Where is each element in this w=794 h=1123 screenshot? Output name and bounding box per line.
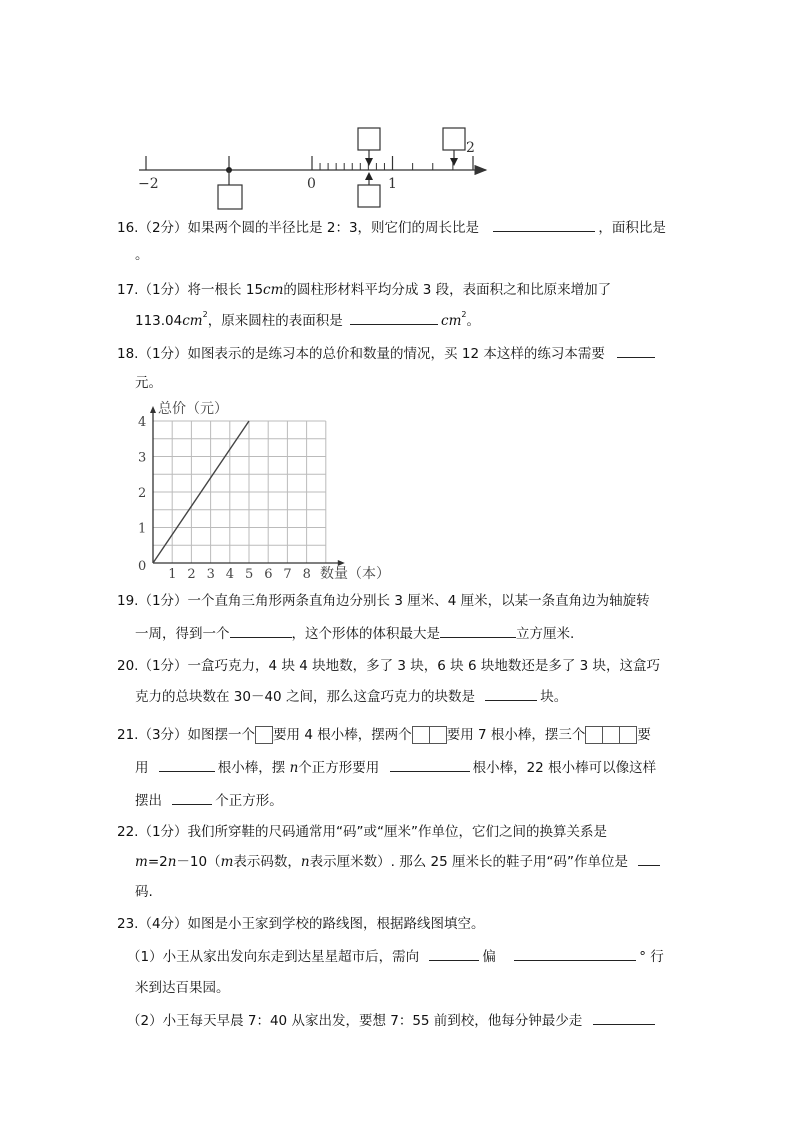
question-21-line2 [135, 757, 656, 778]
q21-blank-2[interactable] [390, 757, 470, 772]
q17-value: 113.04 [135, 313, 183, 329]
q22-unit: 码. [135, 884, 153, 900]
one-square-icon [255, 726, 273, 744]
q21-text-h: 根小棒，22 根小棒可以像这样 [472, 760, 657, 776]
question-20 [117, 656, 660, 676]
q23-text: 23.（4分）如图是小王家到学校的路线图，根据路线图填空。 [117, 916, 485, 932]
label-2: 2 [466, 140, 475, 156]
question-21 [117, 725, 651, 745]
q21-text-g: 个正方形要用 [298, 760, 380, 776]
chart-ylabel: 总价（元） [158, 401, 228, 417]
q22-text-a: =2 [147, 854, 168, 870]
question-22-line3 [135, 882, 153, 902]
q16-text: 16.（2分）如果两个圆的半径比是 2：3，则它们的周长比是 [117, 220, 480, 236]
x-tick-label: 1 [168, 567, 177, 582]
q21-blank-1[interactable] [159, 757, 215, 772]
y-axis-arrow [150, 406, 156, 413]
x-tick-label: 6 [264, 567, 273, 582]
y-tick-label: 3 [138, 450, 147, 466]
two-squares-icon [412, 726, 447, 744]
q18-text: 18.（1分）如图表示的是练习本的总价和数量的情况，买 12 本这样的练习本需要 [117, 346, 605, 362]
q20-text-b: 块。 [540, 689, 568, 705]
label-1: 1 [388, 176, 397, 192]
q23-p1-b: 偏 [482, 949, 496, 965]
question-20-line2 [135, 686, 567, 707]
chart-xlabel: 数量（本） [320, 566, 390, 582]
q22-var-n: n [167, 854, 177, 870]
q20-blank[interactable] [485, 686, 537, 701]
q21-text-i: 摆出 [135, 793, 162, 809]
q21-blank-3[interactable] [172, 790, 212, 805]
x-tick-label: 4 [225, 567, 235, 582]
x-tick-label: 7 [283, 567, 292, 582]
question-22 [117, 822, 607, 842]
question-19-line2 [135, 623, 574, 644]
q19-text-b: ，这个形体的体积最大是 [291, 626, 440, 642]
q17-unit: cm [263, 282, 284, 298]
question-23 [117, 914, 485, 934]
question-19 [117, 591, 650, 611]
question-23-part2 [127, 1010, 658, 1031]
y-tick-label: 4 [138, 415, 147, 430]
q23-p1-a: （1）小王从家出发向东走到达星星超市后，需向 [127, 949, 420, 965]
question-23-part1 [127, 946, 664, 967]
q16-text-end: ，面积比是 [598, 220, 666, 236]
q21-text-f: 根小棒，摆 [217, 760, 286, 776]
q17-text: 17.（1分）将一根长 15 [117, 282, 264, 298]
x-tick-label: 2 [187, 567, 196, 582]
q21-text-b: 要用 4 根小棒，摆两个 [273, 727, 412, 743]
q17-unit-3: cm [441, 313, 462, 329]
q19-blank-2[interactable] [440, 623, 516, 638]
q23-p2-a: （2）小王每天早晨 7：40 从家出发，要想 7：55 前到校，他每分钟最少走 [127, 1013, 583, 1029]
q23-blank-angle[interactable] [514, 946, 636, 961]
q20-text-a: 克力的总块数在 30－40 之间，那么这盒巧克力的块数是 [135, 689, 475, 705]
q17-sup-2: 2 [461, 310, 467, 319]
q23-blank-speed[interactable] [593, 1010, 655, 1025]
q22-var-m: m [135, 854, 148, 870]
q23-blank-direction[interactable] [429, 946, 479, 961]
x-tick-label: 3 [206, 567, 215, 582]
q20-text: 20.（1分）一盒巧克力，4 块 4 块地数，多了 3 块，6 块 6 块地数还是多了 3 块，这盒巧 [117, 658, 661, 674]
q22-text-c: 表示码数， [233, 854, 301, 870]
q16-blank-2-end: 。 [135, 247, 149, 263]
q22-text: 22.（1分）我们所穿鞋的尺码通常用“码”或“厘米”作单位，它们之间的换算关系是 [117, 824, 608, 840]
q17-text-2: ，原来圆柱的表面积是 [207, 313, 343, 329]
q19-text-a: 一周，得到一个 [135, 626, 230, 642]
q23-p1-c: ° 行 [639, 949, 664, 965]
q19-text-c: 立方厘米. [516, 626, 575, 642]
y-tick-label: 2 [138, 486, 147, 501]
q22-var-n-2: n [300, 854, 310, 870]
question-22-line2 [135, 851, 663, 872]
q22-text-b: －10（ [176, 854, 221, 870]
q21-text-a: 21.（3分）如图摆一个 [117, 727, 256, 743]
q19-text: 19.（1分）一个直角三角形两条直角边分别长 3 厘米、4 厘米，以某一条直角边为轴旋转 [117, 593, 650, 609]
y-tick-label: 0 [138, 559, 147, 574]
q17-end: 。 [466, 313, 480, 329]
question-21-line3 [135, 790, 283, 811]
y-tick-label: 1 [138, 521, 147, 537]
q21-text-j: 个正方形。 [215, 793, 283, 809]
x-tick-label: 8 [302, 567, 311, 582]
q17-unit-2: cm [182, 313, 203, 329]
q21-text-e: 用 [135, 760, 149, 776]
q17-sup: 2 [202, 310, 208, 319]
q17-text-rest: 的圆柱形材料平均分成 3 段，表面积之和比原来增加了 [283, 282, 612, 298]
q21-text-d: 要 [637, 727, 651, 743]
question-23-part1-line2 [135, 978, 230, 998]
q22-text-d: 表示厘米数）. 那么 25 厘米长的鞋子用“码”作单位是 [309, 854, 628, 870]
q21-var-n: n [289, 760, 299, 776]
q23-p1-line2: 米到达百果园。 [135, 980, 230, 996]
x-tick-label: 5 [245, 567, 254, 582]
label-neg2: −2 [138, 176, 159, 192]
three-squares-icon [585, 726, 637, 744]
q18-unit: 元。 [135, 375, 162, 391]
q22-blank[interactable] [638, 851, 660, 866]
q19-blank-1[interactable] [230, 623, 292, 638]
q22-var-m-2: m [220, 854, 234, 870]
q21-text-c: 要用 7 根小棒，摆三个 [446, 727, 586, 743]
label-0: 0 [307, 176, 316, 192]
